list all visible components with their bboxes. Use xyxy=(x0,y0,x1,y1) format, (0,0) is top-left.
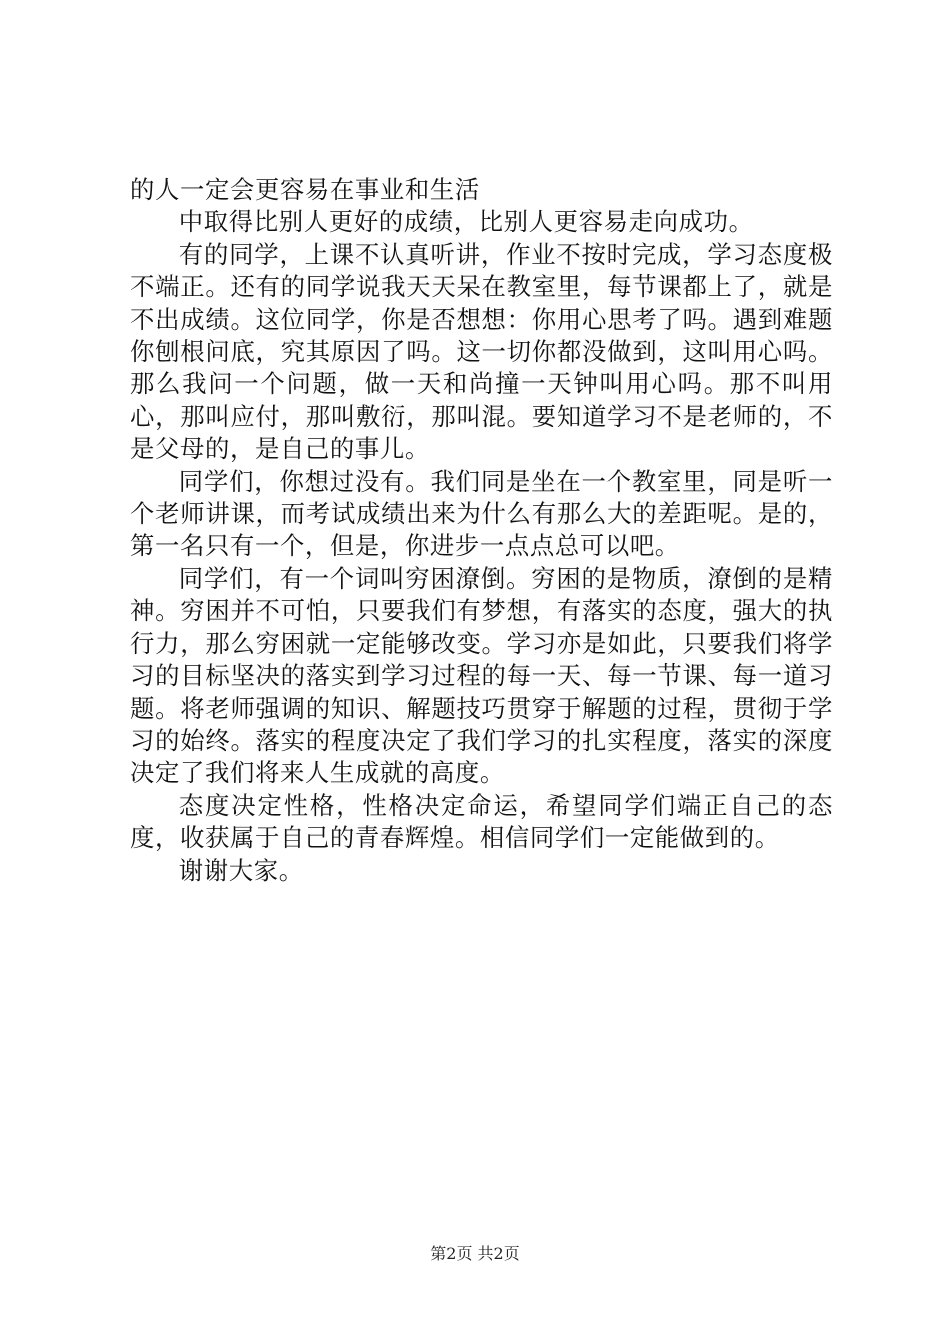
paragraph-7: 谢谢大家。 xyxy=(178,855,304,885)
paragraph-6: 态度决定性格，性格决定命运，希望同学们端正自己的态度，收获属于自己的青春辉煌。相信同学们一定能做到的。 xyxy=(130,790,833,853)
paragraph-2: 中取得比别人更好的成绩，比别人更容易走向成功。 xyxy=(178,207,754,237)
document-body xyxy=(130,174,833,887)
paragraph-4: 同学们，你想过没有。我们同是坐在一个教室里，同是听一个老师讲课，而考试成绩出来为什么有那么大的差距呢。是的，第一名只有一个，但是，你进步一点点总可以吧。 xyxy=(130,466,833,561)
paragraph-5: 同学们，有一个词叫穷困潦倒。穷困的是物质，潦倒的是精神。穷困并不可怕，只要我们有梦想，有落实的态度，强大的执行力，那么穷困就一定能够改变。学习亦是如此，只要我们将学习的目标坚决的落实到学习过程的每一天、每一节课、每一道习题。将老师强调的知识、解题技巧贯穿于解题的过程，贯彻于学习的始终。落实的程度决定了我们学习的扎实程度，落实的深度决定了我们将来人生成就的高度。 xyxy=(130,563,833,788)
paragraph-1: 的人一定会更容易在事业和生活 xyxy=(130,175,480,204)
page-number-footer: 第2页 共2页 xyxy=(430,1244,520,1263)
paragraph-3: 有的同学，上课不认真听讲，作业不按时完成，学习态度极不端正。还有的同学说我天天呆在教室里，每节课都上了，就是不出成绩。这位同学，你是否想想：你用心思考了吗。遇到难题你刨根问底，究其原因了吗。这一切你都没做到，这叫用心吗。那么我问一个问题，做一天和尚撞一天钟叫用心吗。那不叫用心，那叫应付，那叫敷衍，那叫混。要知道学习不是老师的，不是父母的，是自己的事儿。 xyxy=(130,239,833,464)
